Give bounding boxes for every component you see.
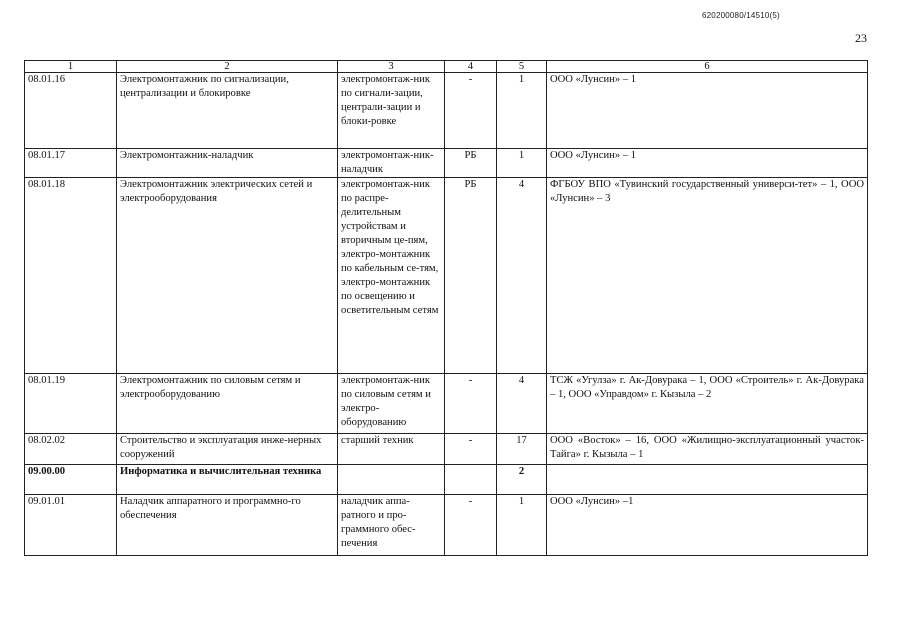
specialty-code: 08.02.02 <box>25 434 117 465</box>
table-row <box>25 374 868 434</box>
specialty-name: Электромонтажник по сигнализации, централизации и блокировке <box>117 73 338 149</box>
type-cell: - <box>445 495 497 556</box>
organizations-cell: ООО «Лунсин» – 1 <box>547 149 868 178</box>
column-header-3: 3 <box>338 61 445 73</box>
column-header-1: 1 <box>25 61 117 73</box>
table-row <box>25 178 868 374</box>
type-cell <box>445 465 497 495</box>
column-header-5: 5 <box>497 61 547 73</box>
count-cell: 1 <box>497 73 547 149</box>
qualification-cell: старший техник <box>338 434 445 465</box>
count-cell: 4 <box>497 178 547 374</box>
table-row <box>25 73 868 149</box>
column-header-2: 2 <box>117 61 338 73</box>
specialty-name: Электромонтажник-наладчик <box>117 149 338 178</box>
specialty-code: 09.01.01 <box>25 495 117 556</box>
specialty-code: 08.01.17 <box>25 149 117 178</box>
table-row <box>25 149 868 178</box>
group-code: 09.00.00 <box>25 465 117 495</box>
qualification-cell <box>338 465 445 495</box>
specialty-code: 08.01.19 <box>25 374 117 434</box>
organizations-cell: ООО «Лунсин» –1 <box>547 495 868 556</box>
count-cell: 17 <box>497 434 547 465</box>
count-cell: 1 <box>497 495 547 556</box>
count-cell: 1 <box>497 149 547 178</box>
column-header-4: 4 <box>445 61 497 73</box>
organizations-cell: ООО «Лунсин» – 1 <box>547 73 868 149</box>
qualification-cell: электромонтаж-ник по сигнали-зации, централи-зации и блоки-ровке <box>338 73 445 149</box>
count-cell: 4 <box>497 374 547 434</box>
type-cell: РБ <box>445 149 497 178</box>
organizations-cell: ФГБОУ ВПО «Тувинский государственный универси-тет» – 1, ООО «Лунсин» – 3 <box>547 178 868 374</box>
specialties-table <box>24 60 868 556</box>
table-row <box>25 495 868 556</box>
organizations-cell: ТСЖ «Угулза» г. Ак-Довурака – 1, ООО «Строитель» г. Ак-Довурака – 1, ООО «Управдом» г. Кызыла – 2 <box>547 374 868 434</box>
specialty-name: Электромонтажник электрических сетей и электрооборудования <box>117 178 338 374</box>
specialty-name: Электромонтажник по силовым сетям и электрооборудованию <box>117 374 338 434</box>
table-row-group-heading <box>25 465 868 495</box>
type-cell: - <box>445 434 497 465</box>
specialty-name: Наладчик аппаратного и программно-го обеспечения <box>117 495 338 556</box>
specialty-code: 08.01.16 <box>25 73 117 149</box>
organizations-cell <box>547 465 868 495</box>
type-cell: РБ <box>445 178 497 374</box>
table-row <box>25 434 868 465</box>
qualification-cell: наладчик аппа-ратного и про-граммного обес-печения <box>338 495 445 556</box>
column-numbers-row <box>25 61 868 73</box>
type-cell: - <box>445 374 497 434</box>
page-number: 23 <box>855 31 867 45</box>
qualification-cell: электромонтаж-ник по распре-делительным устройствам и вторичным це-пям, электро-монтажник по кабельным се-тям, электро-монтажник по освещению и осветительным сетям <box>338 178 445 374</box>
qualification-cell: электромонтаж-ник-наладчик <box>338 149 445 178</box>
specialty-name: Строительство и эксплуатация инже-нерных сооружений <box>117 434 338 465</box>
qualification-cell: электромонтаж-ник по силовым сетям и электро-оборудованию <box>338 374 445 434</box>
type-cell: - <box>445 73 497 149</box>
count-cell: 2 <box>497 465 547 495</box>
specialty-code: 08.01.18 <box>25 178 117 374</box>
document-code: 620200080/14510(5) <box>702 11 780 20</box>
column-header-6: 6 <box>547 61 868 73</box>
group-name: Информатика и вычислительная техника <box>117 465 338 495</box>
organizations-cell: ООО «Восток» – 16, ООО «Жилищно-эксплуатационный участок-Тайга» г. Кызыла – 1 <box>547 434 868 465</box>
